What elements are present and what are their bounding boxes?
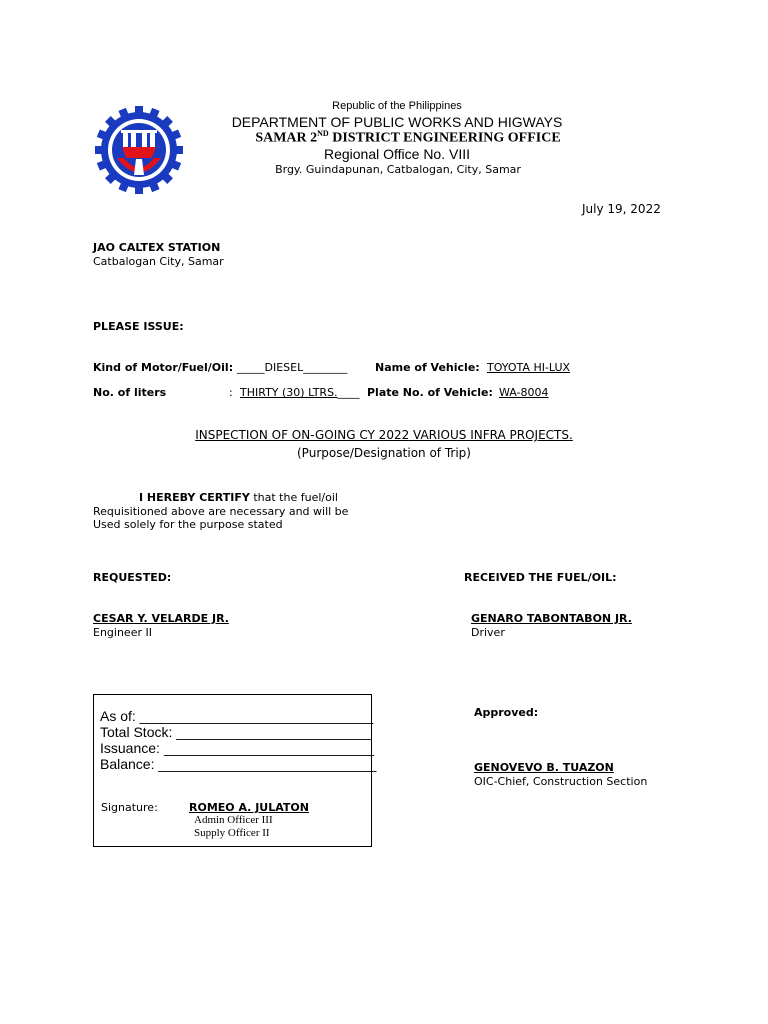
vehicle-label: Name of Vehicle: (375, 361, 480, 374)
liters-value-line (240, 386, 360, 399)
signer-name: ROMEO A. JULATON (189, 801, 309, 814)
approver-title: OIC-Chief, Construction Section (474, 775, 648, 788)
republic-line: Republic of the Philippines (332, 100, 462, 112)
vehicle-value: TOYOTA HI-LUX (487, 361, 571, 374)
total-stock-line: Total Stock: _________________________ (100, 724, 371, 740)
office-address: Brgy. Guindapunan, Catbalogan, City, Samar (275, 163, 521, 176)
received-label: RECEIVED THE FUEL/OIL: (464, 571, 617, 584)
liters-label: No. of liters (93, 386, 167, 399)
requested-label: REQUESTED: (93, 571, 172, 584)
stock-box (93, 694, 377, 847)
addressee-location: Catbalogan City, Samar (93, 255, 224, 268)
department-name: DEPARTMENT OF PUBLIC WORKS AND HIGWAYS (231, 114, 563, 130)
balance-line: Balance: ____________________________ (100, 756, 377, 772)
signature-label: Signature: (101, 801, 158, 814)
approved-label: Approved: (474, 706, 539, 719)
please-issue: PLEASE ISSUE: (93, 320, 184, 333)
kind-label: Kind of Motor/Fuel/Oil: (93, 361, 234, 374)
certify-line3: Used solely for the purpose stated (93, 518, 283, 531)
requester-title: Engineer II (93, 626, 152, 639)
trip-purpose-caption: (Purpose/Designation of Trip) (297, 446, 471, 460)
plate-label: Plate No. of Vehicle: (367, 386, 493, 399)
trip-purpose: INSPECTION OF ON-GOING CY 2022 VARIOUS INFRA PROJECTS. (195, 428, 573, 442)
as-of-line: As of: ______________________________ (100, 708, 374, 724)
issuance-line: Issuance: ___________________________ (100, 740, 375, 756)
office-name: SAMAR 2ND DISTRICT ENGINEERING OFFICE (255, 129, 561, 146)
liters-value: THIRTY (30) LTRS. (240, 386, 338, 399)
liters-blank: ____ (337, 386, 360, 399)
addressee-name: JAO CALTEX STATION (93, 241, 221, 254)
requester-name: CESAR Y. VELARDE JR. (93, 612, 229, 625)
receiver-name: GENARO TABONTABON JR. (471, 612, 632, 625)
signer-title-1: Admin Officer III (194, 814, 273, 826)
plate-value: WA-8004 (499, 386, 549, 399)
certify-line1: I HEREBY CERTIFY that the fuel/oil (139, 491, 338, 504)
letter-date: July 19, 2022 (582, 202, 661, 216)
approver-name: GENOVEVO B. TUAZON (474, 761, 614, 774)
certify-line2: Requisitioned above are necessary and will be (93, 505, 349, 518)
kind-value: _____DIESEL________ (237, 361, 348, 374)
receiver-title: Driver (471, 626, 505, 639)
liters-colon: : (229, 386, 233, 399)
signer-title-2: Supply Officer II (194, 827, 270, 839)
regional-office: Regional Office No. VIII (323, 146, 471, 162)
